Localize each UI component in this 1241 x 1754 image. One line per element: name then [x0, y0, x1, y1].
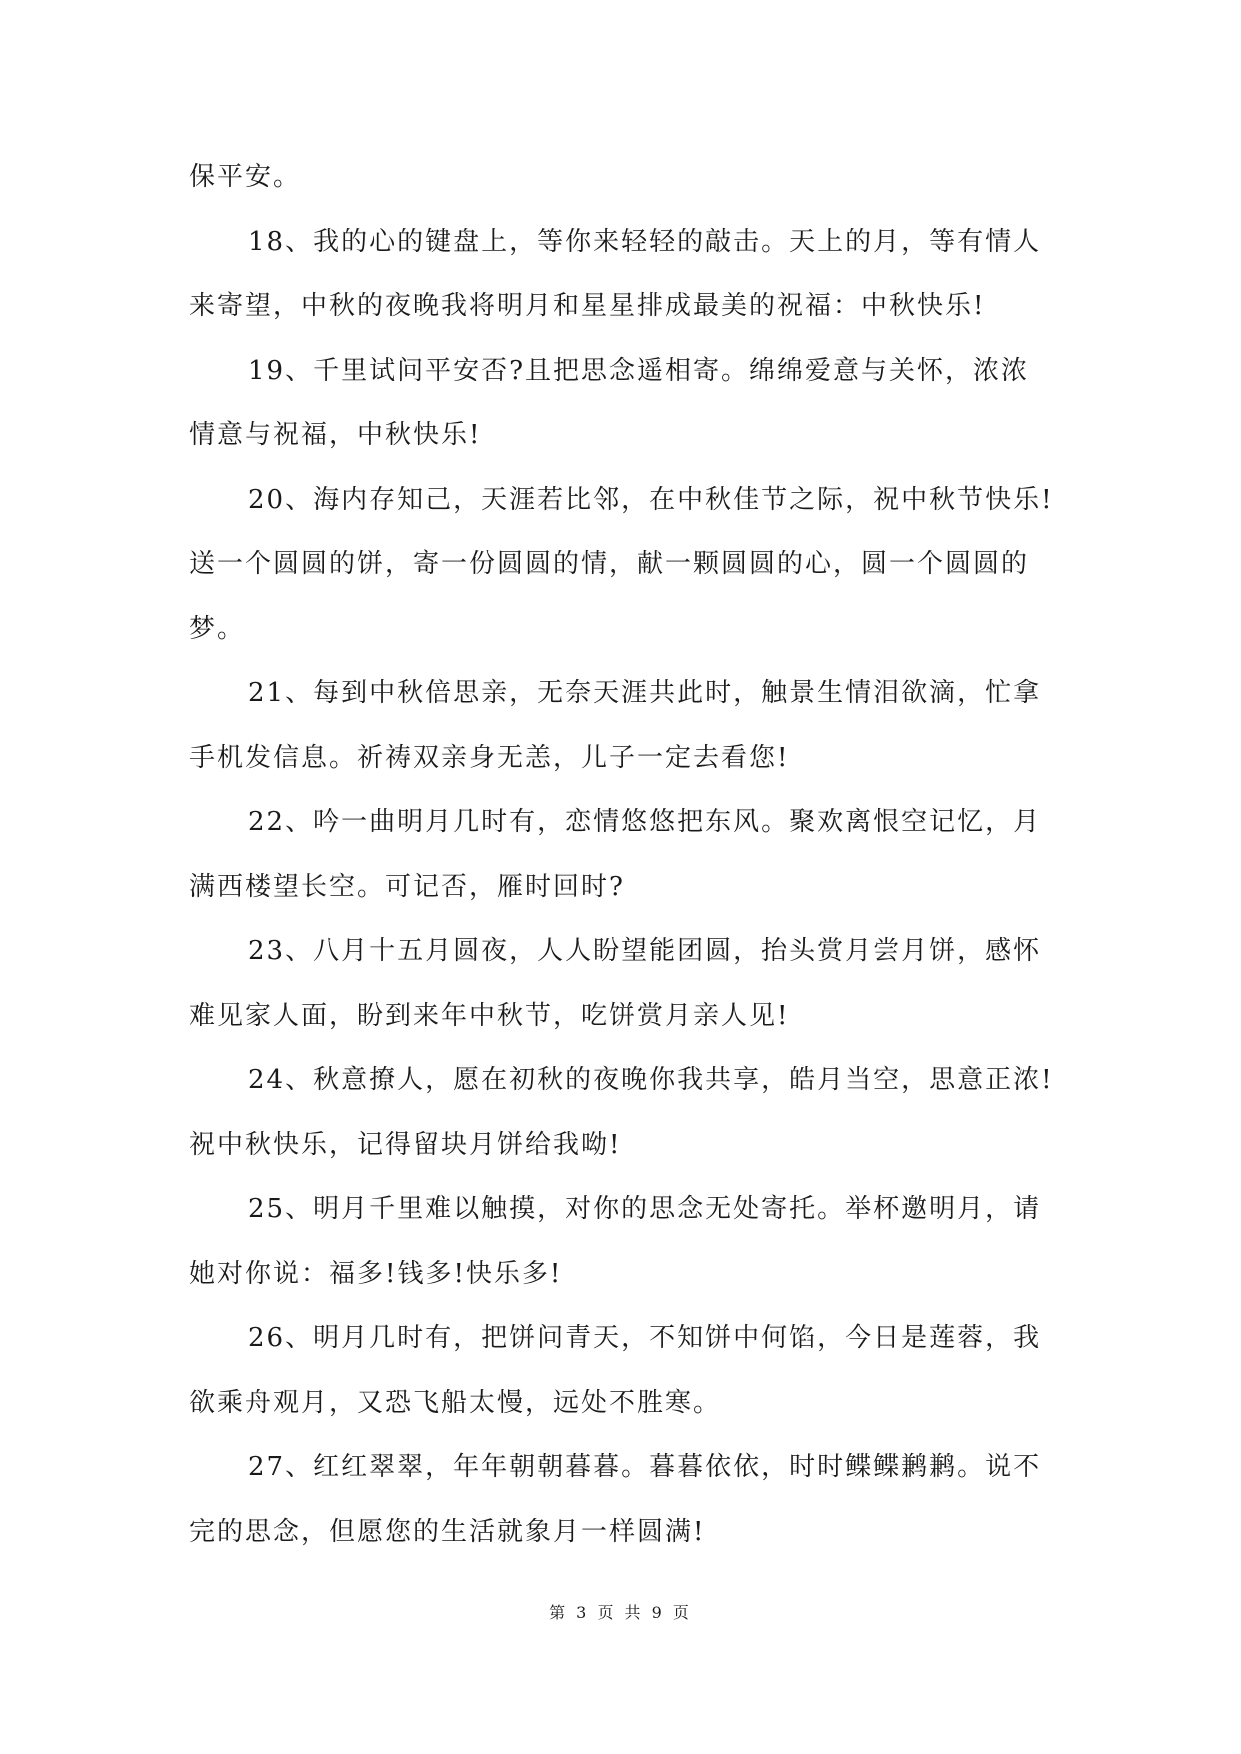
paragraph-23-line-1: 23、八月十五月圆夜，人人盼望能团圆，抬头赏月尝月饼，感怀	[248, 936, 1042, 966]
paragraph-24-line-1: 24、秋意撩人，愿在初秋的夜晚你我共享，皓月当空，思意正浓!	[248, 1065, 1054, 1095]
paragraph-20-line-1: 20、海内存知己，天涯若比邻，在中秋佳节之际，祝中秋节快乐!	[248, 484, 1054, 515]
paragraph-19-line-2: 情意与祝福，中秋快乐!	[189, 420, 482, 450]
paragraph-21-line-2: 手机发信息。祈祷双亲身无恙，儿子一定去看您!	[189, 742, 790, 773]
paragraph-18-line-2: 来寄望，中秋的夜晚我将明月和星星排成最美的祝福：中秋快乐!	[189, 291, 986, 321]
paragraph-24-line-2: 祝中秋快乐，记得留块月饼给我呦!	[189, 1129, 622, 1160]
paragraph-23-line-2: 难见家人面，盼到来年中秋节，吃饼赏月亲人见!	[189, 1000, 790, 1031]
paragraph-27-line-2: 完的思念，但愿您的生活就象月一样圆满!	[189, 1516, 706, 1547]
paragraph-22-line-1: 22、吟一曲明月几时有，恋情悠悠把东风。聚欢离恨空记忆，月	[248, 807, 1042, 837]
paragraph-20-line-3: 梦。	[189, 613, 246, 644]
paragraph-25-line-2: 她对你说：福多!钱多!快乐多!	[189, 1258, 563, 1289]
paragraph-25-line-1: 25、明月千里难以触摸，对你的思念无处寄托。举杯邀明月，请	[248, 1194, 1042, 1224]
paragraph-21-line-1: 21、每到中秋倍思亲，无奈天涯共此时，触景生情泪欲滴，忙拿	[248, 678, 1042, 708]
page-number-footer: 第 3 页 共 9 页	[549, 1603, 692, 1622]
paragraph-20-line-2: 送一个圆圆的饼，寄一份圆圆的情，献一颗圆圆的心，圆一个圆圆的	[189, 549, 1030, 579]
paragraph-18-line-1: 18、我的心的键盘上，等你来轻轻的敲击。天上的月，等有情人	[248, 226, 1042, 257]
text-line: 保平安。	[189, 162, 302, 192]
paragraph-26-line-2: 欲乘舟观月，又恐飞船太慢，远处不胜寒。	[189, 1387, 722, 1418]
paragraph-22-line-2: 满西楼望长空。可记否，雁时回时?	[189, 871, 625, 902]
paragraph-26-line-1: 26、明月几时有，把饼问青天，不知饼中何馅，今日是莲蓉，我	[248, 1323, 1042, 1353]
document-body	[189, 160, 1057, 1579]
paragraph-19-line-1: 19、千里试问平安否?且把思念遥相寄。绵绵爱意与关怀，浓浓	[248, 355, 1030, 386]
paragraph-27-line-1: 27、红红翠翠，年年朝朝暮暮。暮暮依依，时时鲽鲽鹣鹣。说不	[248, 1452, 1042, 1482]
